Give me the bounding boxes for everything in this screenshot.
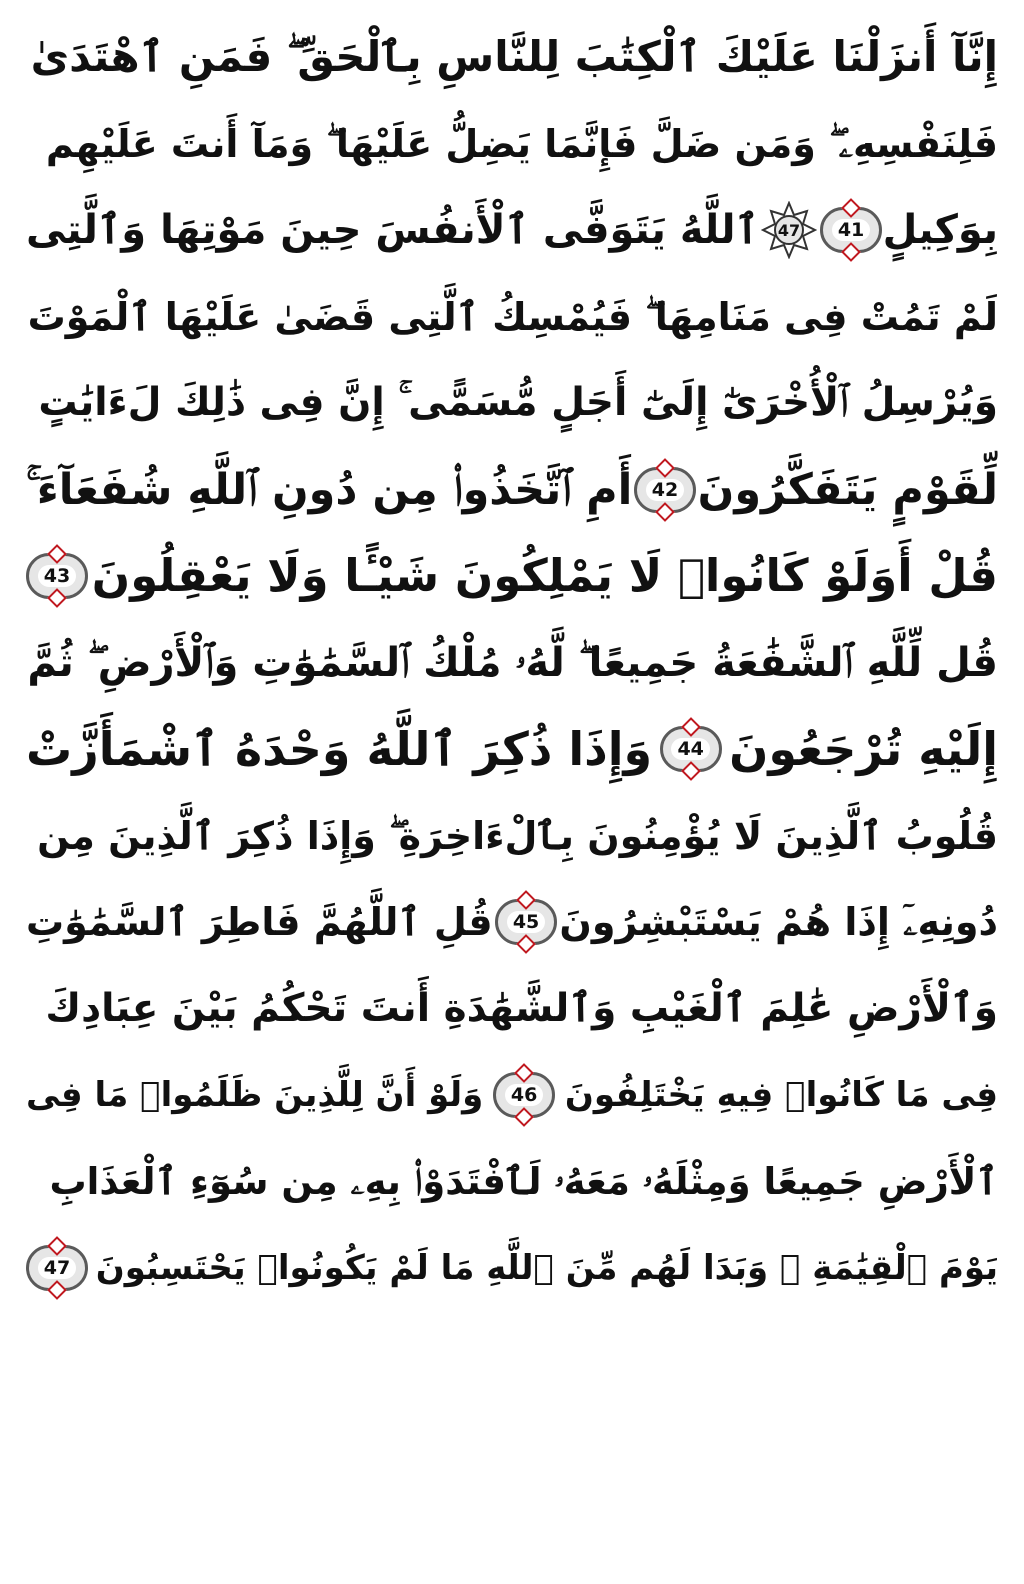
verse-text: لَمْ تَمُتْ فِى مَنَامِهَا ۖ فَيُمْسِكُ ٱلَّتِى قَضَىٰ عَلَيْهَا ٱلْمَوْتَ	[27, 294, 998, 339]
verse-text: وَيُرْسِلُ ٱلْأُخْرَىٰٓ إِلَىٰٓ أَجَلٍ مُّسَمًّى ۚ إِنَّ فِى ذَٰلِكَ لَءَايَٰتٍ	[38, 380, 998, 426]
ayah-number-marker	[493, 1072, 555, 1118]
ayah-number: 46	[505, 1084, 543, 1106]
ayah-number: 45	[507, 911, 545, 933]
ayah-number-marker	[495, 899, 557, 945]
ayah-number: 44	[671, 738, 709, 760]
verse-line	[26, 1139, 998, 1226]
verse-line	[26, 706, 998, 793]
verse-line	[26, 620, 998, 707]
ayah-number-marker	[660, 726, 722, 772]
verse-text: قُلْ أَوَلَوْ كَانُوا۟ لَا يَمْلِكُونَ شَيْـًٔا وَلَا يَعْقِلُونَ	[91, 549, 998, 603]
ayah-number: 43	[38, 565, 76, 587]
verse-text: فَلِنَفْسِهِۦ ۖ وَمَن ضَلَّ فَإِنَّمَا يَضِلُّ عَلَيْهَا ۖ وَمَآ أَنتَ عَلَيْهِم	[45, 121, 998, 166]
verse-line	[26, 187, 998, 274]
verse-text: وَإِذَا ذُكِرَ ٱللَّهُ وَحْدَهُ ٱشْمَأَزَّتْ	[26, 722, 653, 777]
verse-line	[26, 1225, 998, 1312]
verse-text: أَمِ ٱتَّخَذُوا۟ مِن دُونِ ٱللَّهِ شُفَعَآءَ ۚ	[26, 464, 633, 515]
ayah-number: 42	[646, 479, 684, 501]
ayah-number-marker	[26, 553, 88, 599]
ayah-number-marker	[820, 207, 882, 253]
verse-line	[26, 533, 998, 620]
verse-text: وَٱلْأَرْضِ عَٰلِمَ ٱلْغَيْبِ وَٱلشَّهَٰدَةِ أَنتَ تَحْكُمُ بَيْنَ عِبَادِكَ	[45, 985, 998, 1031]
ayah-number: 41	[832, 219, 870, 241]
verse-line	[26, 14, 998, 101]
verse-text: قُلُوبُ ٱلَّذِينَ لَا يُؤْمِنُونَ بِٱلْءَاخِرَةِ ۖ وَإِذَا ذُكِرَ ٱلَّذِينَ مِن	[37, 813, 998, 858]
verse-text: إِلَيْهِ تُرْجَعُونَ	[729, 722, 998, 777]
verse-text: دُونِهِۦٓ إِذَا هُمْ يَسْتَبْشِرُونَ	[559, 900, 998, 945]
verse-text: وَلَوْ أَنَّ لِلَّذِينَ ظَلَمُوا۟ مَا فِى	[26, 1075, 484, 1116]
verse-text: إِنَّآ أَنزَلْنَا عَلَيْكَ ٱلْكِتَٰبَ لِلنَّاسِ بِٱلْحَقِّ ۖ فَمَنِ ٱهْتَدَىٰ	[30, 32, 998, 82]
verse-line	[26, 274, 998, 361]
verse-text: ٱللَّهُ يَتَوَفَّى ٱلْأَنفُسَ حِينَ مَوْتِهَا وَٱلَّتِى	[26, 207, 759, 254]
verse-text: ٱلْأَرْضِ جَمِيعًا وَمِثْلَهُۥ مَعَهُۥ لَٱفْتَدَوْا۟ بِهِۦ مِن سُوٓءِ ٱلْعَذَابِ	[49, 1159, 998, 1203]
verse-line	[26, 360, 998, 447]
verse-line	[26, 966, 998, 1053]
verse-line	[26, 447, 998, 534]
ayah-number: 47	[38, 1257, 76, 1279]
verse-line	[26, 879, 998, 966]
ayah-number-marker	[26, 1245, 88, 1291]
verse-text: بِوَكِيلٍ	[882, 207, 998, 254]
verse-line	[26, 793, 998, 880]
verse-text: لِّقَوْمٍ يَتَفَكَّرُونَ	[697, 464, 998, 515]
verse-text: يَوْمَ ٱلْقِيَٰمَةِ ۚ وَبَدَا لَهُم مِّنَ ٱللَّهِ مَا لَمْ يَكُونُوا۟ يَحْتَسِبُونَ	[95, 1248, 998, 1289]
hizb-ornament-icon	[759, 200, 819, 260]
verse-text: فِى مَا كَانُوا۟ فِيهِ يَخْتَلِفُونَ	[564, 1075, 998, 1116]
ayah-number-marker	[634, 467, 696, 513]
verse-text: قُل لِّلَّهِ ٱلشَّفَٰعَةُ جَمِيعًا ۖ لَّهُۥ مُلْكُ ٱلسَّمَٰوَٰتِ وَٱلْأَرْضِ ۖ ثُمَّ	[27, 639, 998, 686]
verse-line	[26, 1052, 998, 1139]
verse-text: قُلِ ٱللَّهُمَّ فَاطِرَ ٱلسَّمَٰوَٰتِ	[26, 900, 493, 945]
verse-line	[26, 101, 998, 188]
hizb-number: 47	[778, 221, 801, 241]
